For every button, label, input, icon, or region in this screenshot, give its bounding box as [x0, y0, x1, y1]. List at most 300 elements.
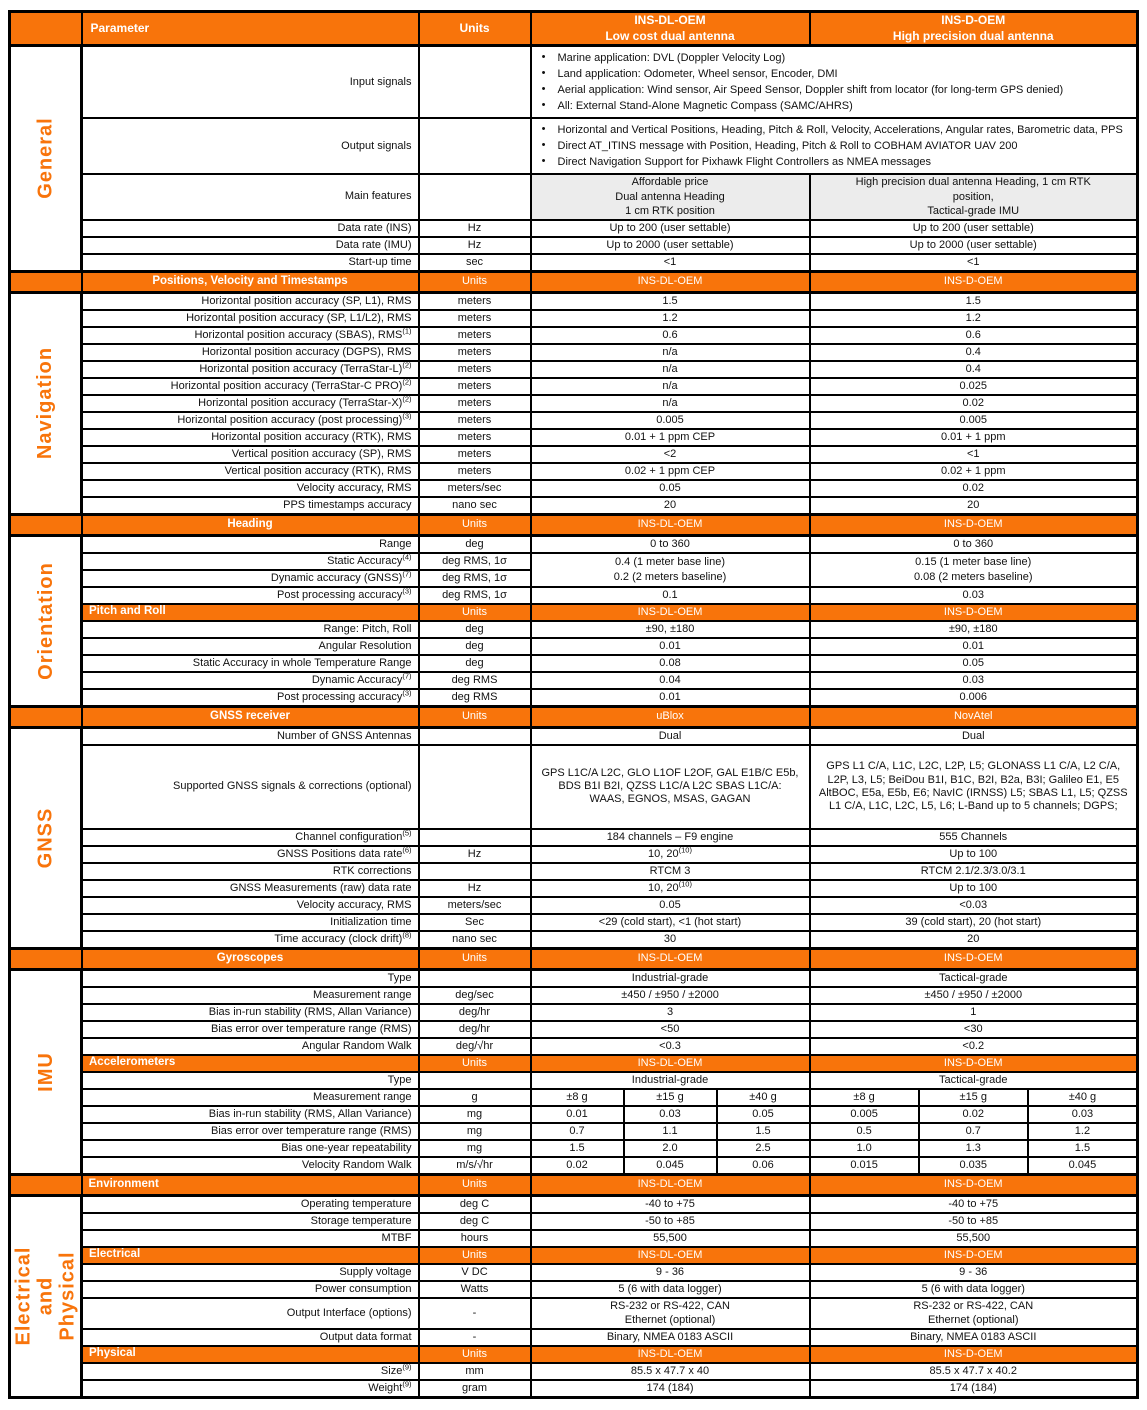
value-line: High precision dual antenna Heading, 1 cm RTK: [855, 176, 1091, 189]
subsection-ins-d-oem: NovAtel: [810, 706, 1138, 727]
parameter-cell: [82, 535, 419, 553]
spec-row: [10, 1213, 1138, 1230]
value-line: position,: [952, 190, 994, 203]
units-cell: deg: [419, 638, 531, 655]
units-cell: Hz: [419, 880, 531, 897]
header-line: Low cost dual antenna: [605, 28, 735, 43]
parameter-cell: [82, 587, 419, 604]
spec-row: [10, 638, 1138, 655]
text: 0.1: [662, 588, 678, 601]
text: 0.005: [959, 413, 988, 426]
section-sidebar-electrical-and-physical: [10, 1195, 82, 1397]
subsection-units: Units: [419, 948, 531, 969]
spec-row: [10, 344, 1138, 361]
spec-row: [10, 846, 1138, 863]
spec-row: [10, 463, 1138, 480]
text: Bias one-year repeatability: [281, 1141, 412, 1154]
ins-d-oem-cell: [810, 880, 1138, 897]
text: RTCM 2.1/2.3/3.0/3.1: [920, 864, 1026, 877]
parameter-cell: [82, 689, 419, 707]
ins-dl-oem-cell: [531, 1329, 810, 1346]
text: 9 - 36: [655, 1265, 685, 1278]
text: 0.6: [662, 328, 678, 341]
value-sub: 0.02: [566, 1158, 588, 1171]
signals-list-cell: [531, 118, 1138, 174]
text: PPS timestamps accuracy: [283, 498, 412, 511]
ins-dl-oem-cell: [531, 1157, 810, 1175]
units-cell: deg: [419, 535, 531, 553]
ins-d-oem-cell: [810, 914, 1138, 931]
subsection-ins-dl-oem: INS-DL-OEM: [531, 948, 810, 969]
section-label: Orientation: [34, 561, 57, 680]
units-cell: Sec: [419, 914, 531, 931]
subsection-ins-dl-oem: INS-DL-OEM: [531, 1247, 810, 1264]
units-cell: hours: [419, 1230, 531, 1247]
text: Up to 2000 (user settable): [909, 238, 1037, 251]
bullet-icon: •: [541, 139, 546, 152]
spec-row: [10, 1089, 1138, 1106]
text: 55,500: [653, 1231, 687, 1244]
text: Tactical-grade: [939, 971, 1008, 984]
text: Data rate (IMU): [335, 238, 412, 251]
value-sub: 0.05: [716, 1107, 809, 1122]
sidebar-label-wrap: [11, 971, 80, 1173]
ins-d-oem-cell: [810, 638, 1138, 655]
spec-row: [10, 1140, 1138, 1157]
ins-d-oem-cell: [810, 1072, 1138, 1089]
ins-dl-oem-cell: [531, 587, 810, 604]
text: Number of GNSS Antennas: [276, 729, 412, 742]
value-sub: 1.5: [716, 1124, 809, 1139]
ins-d-oem-cell: [810, 344, 1138, 361]
sidebar-label-wrap: [11, 47, 80, 270]
ins-dl-oem-cell: [531, 361, 810, 378]
subsection-ins-dl-oem: INS-DL-OEM: [531, 514, 810, 535]
text: Bias error over temperature range (RMS): [210, 1022, 412, 1035]
bullet-item: [536, 154, 1127, 170]
bullet-item: [536, 50, 1127, 66]
ins-dl-oem-cell: [531, 480, 810, 497]
units-cell: deg: [419, 621, 531, 638]
section-header-row: [10, 514, 1138, 535]
ins-d-oem-cell: [810, 689, 1138, 707]
text: <30: [963, 1022, 983, 1035]
spec-table: [8, 10, 1139, 1399]
ins-d-oem-cell: [810, 621, 1138, 638]
triple-values: [811, 1124, 1137, 1139]
spec-row: [10, 412, 1138, 429]
ins-dl-oem-cell: [531, 1298, 810, 1329]
subsection-title: Heading: [82, 514, 419, 535]
text: Bias error over temperature range (RMS): [210, 1124, 412, 1137]
units-cell: Hz: [419, 220, 531, 237]
text: 0.01 + 1 ppm: [940, 430, 1006, 443]
value-sub: ±8 g: [566, 1090, 588, 1103]
parameter-cell: [82, 1089, 419, 1106]
parameter-cell: [82, 1038, 419, 1055]
text: Industrial-grade: [631, 971, 709, 984]
bullet-icon: •: [541, 67, 546, 80]
bullet-icon: •: [541, 123, 546, 136]
text: Measurement range: [313, 1090, 412, 1103]
spec-row: [10, 1038, 1138, 1055]
text: 9 - 36: [959, 1265, 988, 1278]
ins-dl-oem-cell: [531, 897, 810, 914]
parameter-cell: [82, 1380, 419, 1398]
text: Static Accuracy in whole Temperature Range: [192, 656, 412, 669]
text: GPS L1 C/A, L1C, L2C, L2P, L5; GLONASS L1 C/A, L2 C/A, L2P, L3, L5; BeiDou B1I, B1C, B2I, B2a, B3I; Galileo E1, E5 AltBOC, E5a, E5b, E6; NavIC (IRNSS) L5; SBAS L1, L5; QZSS L1 C/A, L1C, L2C, L5, L6; L-Band up to 5 channels; DGPS;: [818, 760, 1128, 812]
text: ±90, ±180: [948, 622, 998, 635]
section-sidebar-general: [10, 46, 82, 272]
parameter-cell: [82, 727, 419, 745]
ins-dl-oem-cell: [531, 987, 810, 1004]
subsection-ins-dl-oem: uBlox: [531, 706, 810, 727]
footnote-marker: (2): [402, 359, 412, 369]
ins-dl-oem-cell: [531, 1363, 810, 1380]
spec-row: [10, 689, 1138, 707]
footnote-marker: (6): [402, 844, 412, 854]
bullet-item: [536, 98, 1127, 114]
subsection-title: Gyroscopes: [82, 948, 419, 969]
spec-sheet: [8, 10, 1139, 1399]
spec-row: [10, 327, 1138, 344]
ins-dl-oem-cell: [531, 1089, 810, 1106]
text: Range: Pitch, Roll: [323, 622, 412, 635]
value-line: RS-232 or RS-422, CAN: [913, 1299, 1034, 1312]
value-sub: 0.03: [623, 1107, 716, 1122]
text: RTK corrections: [332, 864, 412, 877]
subsection-ins-dl-oem: INS-DL-OEM: [531, 1346, 810, 1363]
ins-dl-oem-cell: [531, 446, 810, 463]
ins-dl-oem-cell: [531, 638, 810, 655]
text: 1.2: [965, 311, 981, 324]
parameter-cell: [82, 846, 419, 863]
section-header-row: [10, 948, 1138, 969]
units-cell: mm: [419, 1363, 531, 1380]
subsection-ins-d-oem: INS-D-OEM: [810, 1247, 1138, 1264]
triple-values: [532, 1141, 809, 1156]
text: <50: [660, 1022, 680, 1035]
units-cell: meters: [419, 446, 531, 463]
bullet-text: Marine application: DVL (Doppler Velocity Log): [557, 52, 786, 65]
parameter-cell: [82, 344, 419, 361]
value-sub: 1.3: [918, 1141, 1027, 1156]
ins-d-oem-cell: [810, 863, 1138, 880]
text: 0 to 360: [953, 537, 994, 550]
parameter-cell: [82, 46, 419, 119]
units-cell: deg/√hr: [419, 1038, 531, 1055]
text: 10, 20: [648, 847, 679, 860]
bullet-text: Aerial application: Wind sensor, Air Speed Sensor, Doppler shift from locator (for long-term GPS denied): [557, 84, 1064, 97]
text: Dynamic Accuracy: [311, 673, 403, 686]
text: 174 (184): [646, 1381, 694, 1394]
spec-row: [10, 1021, 1138, 1038]
ins-dl-oem-cell: [531, 1281, 810, 1298]
ins-d-oem-cell: [810, 1004, 1138, 1021]
bullet-text: Direct AT_ITINS message with Position, Heading, Pitch & Roll to COBHAM AVIATOR UAV 200: [557, 140, 1018, 153]
parameter-cell: [82, 655, 419, 672]
units-cell: meters: [419, 378, 531, 395]
triple-values: [811, 1158, 1137, 1173]
bullet-icon: •: [541, 99, 546, 112]
parameter-cell: [82, 1329, 419, 1346]
text: n/a: [662, 345, 678, 358]
ins-d-oem-cell: [810, 1021, 1138, 1038]
column-header-ins-dl-oem: [531, 12, 810, 46]
ins-dl-oem-cell: [531, 745, 810, 829]
subsection-title: GNSS receiver: [82, 706, 419, 727]
parameter-cell: [82, 327, 419, 344]
value-sub: 0.035: [918, 1158, 1027, 1173]
text: 0.4: [965, 362, 981, 375]
text: 0.025: [959, 379, 988, 392]
footnote-marker: (10): [678, 844, 692, 854]
sidebar-label-wrap: [11, 537, 80, 705]
section-header-row: [10, 1174, 1138, 1195]
value-line: 0.08 (2 meters baseline): [913, 570, 1033, 583]
subsection-ins-dl-oem: INS-DL-OEM: [531, 271, 810, 292]
text: 10, 20: [648, 881, 679, 894]
bullet-text: Land application: Odometer, Wheel sensor, Encoder, DMI: [557, 68, 838, 81]
ins-d-oem-cell: [810, 727, 1138, 745]
text: Data rate (INS): [337, 221, 412, 234]
units-cell: meters: [419, 327, 531, 344]
subsection-ins-d-oem: INS-D-OEM: [810, 604, 1138, 621]
ins-dl-oem-cell: [531, 553, 810, 587]
ins-d-oem-cell: [810, 829, 1138, 846]
section-label: GNSS: [34, 807, 57, 869]
header-sidebar-cell: [10, 948, 82, 969]
ins-dl-oem-cell: [531, 1021, 810, 1038]
parameter-cell: [82, 914, 419, 931]
signals-list-cell: [531, 46, 1138, 119]
spec-row: [10, 446, 1138, 463]
text: Output signals: [341, 139, 412, 152]
spec-row: [10, 220, 1138, 237]
units-cell: [419, 174, 531, 220]
units-cell: mg: [419, 1140, 531, 1157]
subsection-ins-dl-oem: INS-DL-OEM: [531, 1055, 810, 1072]
units-cell: [419, 727, 531, 745]
spec-row: [10, 535, 1138, 553]
text: n/a: [662, 379, 678, 392]
text: ±450 / ±950 / ±2000: [621, 988, 719, 1001]
units-cell: meters: [419, 344, 531, 361]
text: Horizontal position accuracy (DGPS), RMS: [201, 345, 412, 358]
units-cell: meters/sec: [419, 480, 531, 497]
value-line: 0.4 (1 meter base line): [614, 556, 726, 569]
ins-d-oem-cell: [810, 395, 1138, 412]
spec-row: [10, 621, 1138, 638]
value-sub: 0.02: [918, 1107, 1027, 1122]
spec-table-body: [10, 12, 1138, 1398]
section-label: Electrical and Physical: [12, 1246, 79, 1346]
spec-row: [10, 1264, 1138, 1281]
ins-d-oem-cell: [810, 1106, 1138, 1123]
text: Horizontal position accuracy (SP, L1/L2), RMS: [186, 311, 412, 324]
spec-row: [10, 46, 1138, 119]
section-sidebar-navigation: [10, 292, 82, 514]
ins-dl-oem-cell: [531, 1106, 810, 1123]
parameter-cell: [82, 1072, 419, 1089]
text: Range: [379, 537, 412, 550]
subsection-title: Electrical: [82, 1247, 419, 1264]
triple-values: [532, 1090, 809, 1105]
text: 0.02: [962, 481, 984, 494]
text: 0.02 + 1 ppm CEP: [624, 464, 716, 477]
value-sub: 1.5: [1027, 1141, 1136, 1156]
value-sub: 1.2: [1027, 1124, 1136, 1139]
text: Input signals: [349, 75, 412, 88]
units-cell: -: [419, 1329, 531, 1346]
subsection-title: Pitch and Roll: [82, 604, 419, 621]
ins-dl-oem-cell: [531, 220, 810, 237]
subsection-ins-d-oem: INS-D-OEM: [810, 514, 1138, 535]
units-cell: meters: [419, 361, 531, 378]
sidebar-label-wrap: [11, 729, 80, 947]
units-cell: deg/hr: [419, 1021, 531, 1038]
ins-dl-oem-cell: [531, 1072, 810, 1089]
text: 0.4: [965, 345, 981, 358]
subsection-header-row: [10, 1346, 1138, 1363]
text: Type: [387, 971, 412, 984]
parameter-cell: [82, 118, 419, 174]
units-cell: [419, 969, 531, 987]
value-sub: ±15 g: [918, 1090, 1027, 1105]
text: 0.01: [962, 639, 984, 652]
text: 0.6: [965, 328, 981, 341]
subsection-ins-d-oem: INS-D-OEM: [810, 1174, 1138, 1195]
ins-d-oem-cell: [810, 497, 1138, 515]
bullet-icon: •: [541, 83, 546, 96]
text: 0.01 + 1 ppm CEP: [624, 430, 716, 443]
spec-row: [10, 745, 1138, 829]
spec-row: [10, 1157, 1138, 1175]
text: Velocity Random Walk: [301, 1158, 412, 1171]
text: 0.01: [659, 639, 681, 652]
triple-values: [532, 1124, 809, 1139]
parameter-cell: [82, 621, 419, 638]
units-cell: deg RMS: [419, 672, 531, 689]
text: GNSS Positions data rate: [276, 847, 403, 860]
header-sidebar-cell: [10, 706, 82, 727]
spec-row: [10, 292, 1138, 310]
footnote-marker: (2): [402, 393, 412, 403]
units-cell: deg RMS, 1σ: [419, 587, 531, 604]
section-header-row: [10, 12, 1138, 46]
subsection-ins-dl-oem: INS-DL-OEM: [531, 1174, 810, 1195]
subsection-units: Units: [419, 1247, 531, 1264]
triple-values: [811, 1090, 1137, 1105]
ins-d-oem-cell: [810, 846, 1138, 863]
text: Angular Resolution: [318, 639, 412, 652]
units-cell: deg: [419, 655, 531, 672]
ins-d-oem-cell: [810, 535, 1138, 553]
text: Supported GNSS signals & corrections (optional): [173, 780, 412, 793]
units-cell: m/s/√hr: [419, 1157, 531, 1175]
ins-d-oem-cell: [810, 310, 1138, 327]
ins-d-oem-cell: [810, 254, 1138, 272]
text: 85.5 x 47.7 x 40.2: [929, 1364, 1017, 1377]
parameter-cell: [82, 1230, 419, 1247]
text: 5 (6 with data logger): [618, 1282, 722, 1295]
text: Output Interface (options): [286, 1306, 412, 1319]
text: 0.005: [656, 413, 684, 426]
spec-row: [10, 1329, 1138, 1346]
text: 3: [666, 1005, 674, 1018]
text: Post processing accuracy: [276, 588, 403, 601]
value-sub: ±40 g: [1027, 1090, 1136, 1105]
subsection-title: Environment: [82, 1174, 419, 1195]
value-sub: 0.7: [918, 1124, 1027, 1139]
parameter-cell: [82, 361, 419, 378]
footnote-marker: (4): [402, 551, 412, 561]
ins-dl-oem-cell: [531, 914, 810, 931]
footnote-marker: (2): [402, 376, 412, 386]
text: Storage temperature: [310, 1214, 412, 1227]
text: Measurement range: [313, 988, 412, 1001]
footnote-marker: (3): [402, 687, 412, 697]
ins-dl-oem-cell: [531, 174, 810, 220]
text: Operating temperature: [300, 1197, 412, 1210]
section-sidebar-imu: [10, 969, 82, 1174]
text: Horizontal position accuracy (TerraStar-X): [198, 396, 403, 409]
text: 555 Channels: [939, 830, 1008, 843]
spec-row: [10, 829, 1138, 846]
units-cell: [419, 1072, 531, 1089]
ins-dl-oem-cell: [531, 621, 810, 638]
ins-d-oem-cell: [810, 446, 1138, 463]
units-cell: Hz: [419, 237, 531, 254]
ins-dl-oem-cell: [531, 829, 810, 846]
parameter-cell: [82, 553, 419, 570]
subsection-ins-dl-oem: INS-DL-OEM: [531, 604, 810, 621]
subsection-units: Units: [419, 1174, 531, 1195]
units-cell: gram: [419, 1380, 531, 1398]
text: Time accuracy (clock drift): [274, 932, 403, 945]
subsection-units: Units: [419, 514, 531, 535]
text: 0.08: [659, 656, 681, 669]
parameter-cell: [82, 497, 419, 515]
ins-dl-oem-cell: [531, 292, 810, 310]
ins-dl-oem-cell: [531, 1264, 810, 1281]
ins-dl-oem-cell: [531, 672, 810, 689]
ins-d-oem-cell: [810, 327, 1138, 344]
value-sub: 0.045: [623, 1158, 716, 1173]
text: 0 to 360: [650, 537, 690, 550]
text: Bias in-run stability (RMS, Allan Variance): [208, 1107, 412, 1120]
text: 0.03: [962, 673, 984, 686]
text: 1: [970, 1005, 977, 1018]
text: Output data format: [319, 1330, 412, 1343]
section-label: IMU: [34, 1051, 57, 1092]
text: Up to 100: [949, 881, 998, 894]
ins-d-oem-cell: [810, 429, 1138, 446]
spec-row: [10, 1072, 1138, 1089]
text: 174 (184): [949, 1381, 997, 1394]
text: 20: [967, 498, 980, 511]
units-cell: meters/sec: [419, 897, 531, 914]
value-sub: ±40 g: [716, 1090, 809, 1105]
ins-dl-oem-cell: [531, 378, 810, 395]
spec-row: [10, 1123, 1138, 1140]
text: Binary, NMEA 0183 ASCII: [606, 1330, 734, 1343]
parameter-cell: [82, 254, 419, 272]
ins-dl-oem-cell: [531, 1038, 810, 1055]
subsection-ins-d-oem: INS-D-OEM: [810, 1346, 1138, 1363]
ins-d-oem-cell: [810, 1123, 1138, 1140]
ins-d-oem-cell: [810, 1140, 1138, 1157]
